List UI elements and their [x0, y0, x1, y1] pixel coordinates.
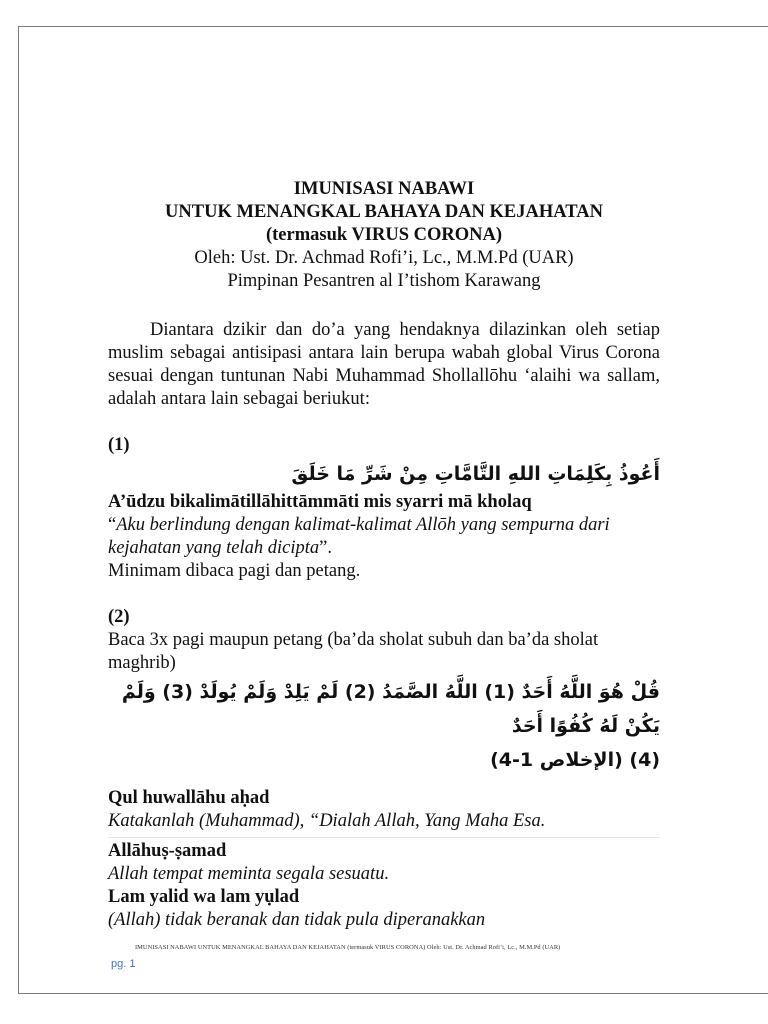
- divider: [108, 837, 660, 838]
- section-1-note: Minimam dibaca pagi dan petang.: [108, 561, 361, 581]
- verse-translit: Qul huwallāhu aḥad: [108, 788, 270, 808]
- verse-translit: Allāhuṣ-ṣamad: [108, 841, 227, 861]
- running-footer: IMUNISASI NABAWI UNTUK MENANGKAL BAHAYA DAN KEJAHATAN (termasuk VIRUS CORONA) Oleh: Ust. Dr. Achmad Rofi’i, Lc., M.M.Pd (UAR): [135, 944, 561, 951]
- document-body: [108, 178, 660, 932]
- title-line-3: (termasuk VIRUS CORONA): [265, 225, 503, 245]
- affiliation-line: Pimpinan Pesantren al I’tishom Karawang: [227, 271, 541, 291]
- verse-translit: Lam yalid wa lam yụlad: [108, 887, 300, 907]
- section-1-arabic: أَعُوذُ بِكَلِمَاتِ اللهِ التَّامَّاتِ مِنْ شَرِّ مَا خَلَقَ: [291, 463, 660, 485]
- intro-paragraph: Diantara dzikir dan do’a yang hendaknya dilazinkan oleh setiap muslim sebagai antisipasi antara lain berupa wabah global Virus Corona sesuai dengan tuntunan Nabi Muhammad Shollallōhu ‘alaihi wa sallam, adalah antara lain sebagai beriukut:: [108, 320, 660, 409]
- section-2-instruction: Baca 3x pagi maupun petang (ba’da sholat subuh dan ba’da sholat maghrib): [108, 630, 599, 673]
- page-number: pg. 1: [111, 958, 136, 970]
- author-line: Oleh: Ust. Dr. Achmad Rofi’i, Lc., M.M.Pd (UAR): [194, 248, 574, 268]
- verse-translation: Allah tempat meminta segala sesuatu.: [108, 864, 390, 884]
- title-line-1: IMUNISASI NABAWI: [293, 179, 475, 199]
- translation-text: Aku berlindung dengan kalimat-kalimat Allōh yang sempurna dari kejahatan yang telah dicipta: [108, 515, 610, 558]
- quote-close: ”.: [319, 538, 333, 558]
- section-1-translation: [108, 514, 660, 560]
- section-2-arabic-line-2: (4) (الإخلاص 1-4): [490, 749, 660, 771]
- verse-translation: Katakanlah (Muhammad), “Dialah Allah, Yang Maha Esa.: [108, 811, 546, 831]
- title-line-2: UNTUK MENANGKAL BAHAYA DAN KEJAHATAN: [165, 202, 603, 222]
- quote-open: “: [108, 515, 117, 535]
- verse-translation: (Allah) tidak beranak dan tidak pula diperanakkan: [108, 910, 486, 930]
- section-1-number: (1): [108, 435, 130, 455]
- section-2-number: (2): [108, 607, 130, 627]
- section-1-transliteration: A’ūdzu bikalimātillāhittāmmāti mis syarri mā kholaq: [108, 492, 532, 512]
- section-2-arabic-line-1: قُلْ هُوَ اللَّهُ أَحَدٌ (1) اللَّهُ الصَّمَدُ (2) لَمْ يَلِدْ وَلَمْ يُولَدْ (3) وَلَمْ يَكُنْ لَهُ كُفُوًا أَحَدٌ: [121, 681, 660, 737]
